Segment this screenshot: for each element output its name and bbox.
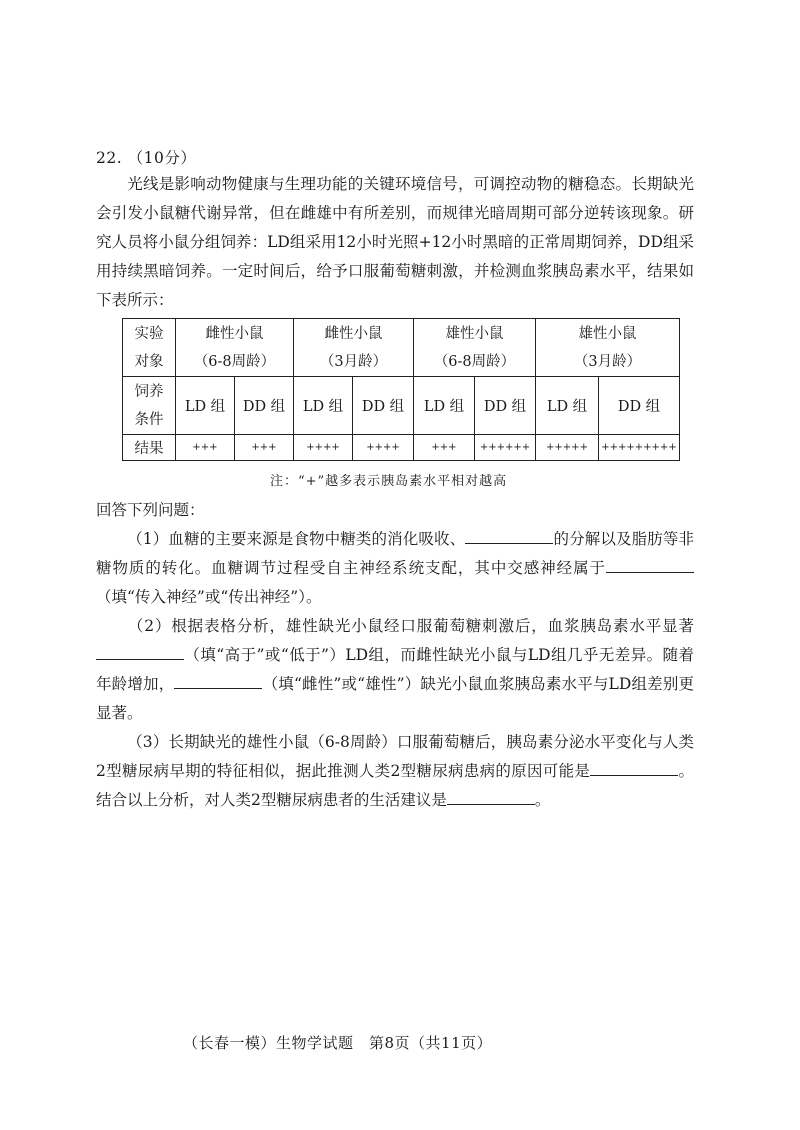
group-header	[536, 319, 680, 377]
sub2-text-a: （2）根据表格分析，雄性缺光小鼠经口服葡萄糖刺激后，血浆胰岛素水平显著	[127, 617, 694, 635]
table-row-conditions	[123, 377, 680, 435]
group-header	[176, 319, 294, 377]
sub1-text-b: 的分解以及脂肪等非糖物质的转化。血糖调节过程受自主神经系统支配，其中交感神经属于	[96, 530, 694, 577]
sub3-text-b: 。结合以上分析，对人类2型糖尿病患者的生活建议是	[96, 762, 694, 809]
group-header-line1: 雌性小鼠	[205, 325, 264, 342]
table-note: 注：“+”越多表示胰岛素水平相对越高	[270, 474, 508, 489]
result-cell: +++	[235, 435, 294, 461]
answer-prompt	[96, 496, 694, 525]
answer-blank[interactable]	[590, 759, 678, 776]
group-header	[414, 319, 536, 377]
group-header-line2: （6-8周龄）	[193, 353, 276, 370]
table-row-results	[123, 435, 680, 461]
answer-blank[interactable]	[465, 527, 553, 544]
group-header-line1: 雄性小鼠	[578, 325, 637, 342]
sub2-text-b: （填“高于”或“低于”）LD组，而雌性缺光小鼠与LD组几乎无差异。随着年龄增加，	[96, 646, 694, 693]
sub3-text-c: 。	[534, 791, 551, 809]
answer-blank[interactable]	[447, 788, 535, 805]
row-header-subject	[123, 319, 176, 377]
question-points: （10分）	[127, 149, 197, 167]
sub-question-1	[96, 525, 694, 612]
result-cell: ++++	[294, 435, 353, 461]
answer-blank[interactable]	[96, 643, 184, 660]
row-header-result: 结果	[123, 435, 176, 461]
row-header-subject-line1: 实验	[134, 325, 164, 342]
question-header	[96, 146, 196, 168]
result-cell: ++++	[353, 435, 414, 461]
answer-prompt-text: 回答下列问题：	[96, 501, 205, 519]
page-footer: （长春一模）生物学试题 第8页（共11页）	[183, 1034, 493, 1052]
row-header-condition	[123, 377, 176, 435]
result-cell: +++++++++	[599, 435, 680, 461]
condition-cell: LD 组	[294, 377, 353, 435]
answer-blank[interactable]	[174, 672, 262, 689]
table-row-subjects	[123, 319, 680, 377]
condition-cell: DD 组	[235, 377, 294, 435]
sub-question-3	[96, 728, 694, 815]
experiment-table	[122, 318, 680, 461]
sub1-text-a: （1）血糖的主要来源是食物中糖类的消化吸收、	[127, 530, 466, 548]
question-number: 22.	[96, 149, 123, 167]
question-intro	[96, 170, 694, 315]
condition-cell: LD 组	[414, 377, 475, 435]
sub-question-2	[96, 612, 694, 728]
group-header-line1: 雌性小鼠	[324, 325, 383, 342]
group-header	[294, 319, 414, 377]
result-cell: +++	[414, 435, 475, 461]
row-header-condition-line2: 条件	[134, 411, 164, 428]
condition-cell: LD 组	[536, 377, 599, 435]
group-header-line2: （3月龄）	[573, 353, 642, 370]
sub3-text-a: （3）长期缺光的雄性小鼠（6-8周龄）口服葡萄糖后，胰岛素分泌水平变化与人类2型糖尿病早期的特征相似，据此推测人类2型糖尿病患病的原因可能是	[96, 733, 694, 780]
condition-cell: LD 组	[176, 377, 235, 435]
sub2-text-c: （填“雌性”或“雄性”）缺光小鼠血浆胰岛素水平与LD组差别更显著。	[96, 675, 694, 722]
sub1-text-c: （填“传入神经”或“传出神经”）。	[96, 588, 322, 606]
result-cell: +++	[176, 435, 235, 461]
condition-cell: DD 组	[599, 377, 680, 435]
answer-blank[interactable]	[606, 556, 694, 573]
intro-text: 光线是影响动物健康与生理功能的关键环境信号，可调控动物的糖稳态。长期缺光会引发小鼠糖代谢异常，但在雌雄中有所差别，而规律光暗周期可部分逆转该现象。研究人员将小鼠分组饲养：LD组采用12小时光照+12小时黑暗的正常周期饲养，DD组采用持续黑暗饲养。一定时间后，给予口服葡萄糖刺激，并检测血浆胰岛素水平，结果如下表所示：	[96, 175, 694, 309]
result-cell: ++++++	[475, 435, 536, 461]
group-header-line1: 雄性小鼠	[445, 325, 504, 342]
condition-cell: DD 组	[353, 377, 414, 435]
result-cell: +++++	[536, 435, 599, 461]
group-header-line2: （3月龄）	[319, 353, 388, 370]
row-header-subject-line2: 对象	[134, 353, 164, 370]
row-header-condition-line1: 饲养	[134, 383, 164, 400]
group-header-line2: （6-8周龄）	[433, 353, 516, 370]
condition-cell: DD 组	[475, 377, 536, 435]
